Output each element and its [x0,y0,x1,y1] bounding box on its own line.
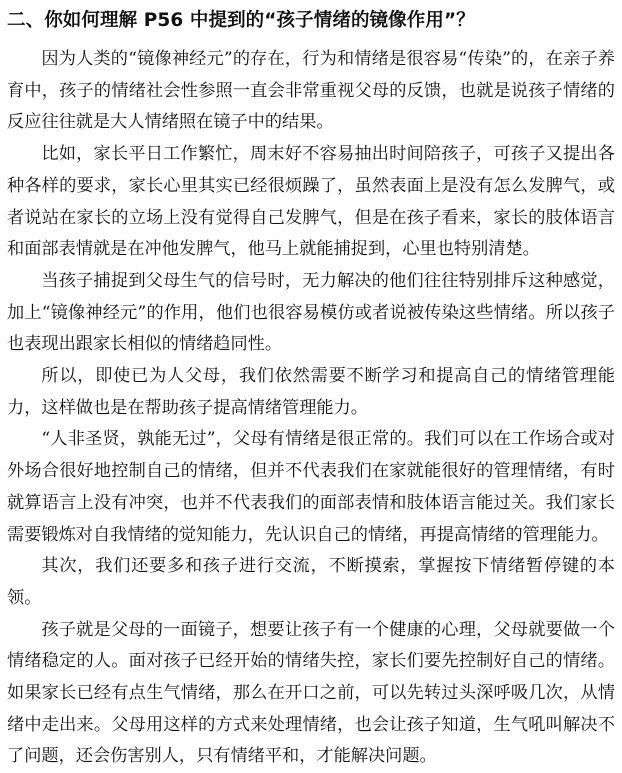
paragraph-child-imitation: 当孩子捕捉到父母生气的信号时，无力解决的他们往往特别排斥这种感觉，加上“镜像神经元”的作用，他们也很容易模仿或者说被传染这些情绪。所以孩子也表现出跟家长相似的情绪趋同性。 [7,270,615,355]
section-heading: 二、你如何理解 P56 中提到的“孩子情绪的镜像作用”？ [7,10,475,31]
document-body [7,44,615,773]
paragraph-parent-as-mirror: 孩子就是父母的一面镜子，想要让孩子有一个健康的心理，父母就要做一个情绪稳定的人。面对孩子已经开始的情绪失控，家长们要先控制好自己的情绪。如果家长已经有点生气情绪，那么在开口之前，可以先转过头深呼吸几次，从情绪中走出来。父母用这样的方式来处理情绪，也会让孩子知道，生气吼叫解决不了问题，还会伤害别人，只有情绪平和，才能解决问题。 [7,619,615,767]
paragraph-mirror-neurons: 因为人类的“镜像神经元”的存在，行为和情绪是很容易“传染”的，在亲子养育中，孩子的情绪社会性参照一直会非常重视父母的反馈，也就是说孩子情绪的反应往往就是大人情绪照在镜子中的结果。 [7,49,615,133]
paragraph-example-busy-parent: 比如，家长平日工作繁忙，周末好不容易抽出时间陪孩子，可孩子又提出各种各样的要求，家长心里其实已经很烦躁了，虽然表面上是没有怎么发脾气，或者说站在家长的立场上没有觉得自己发脾气，但是在孩子看来，家长的肢体语言和面部表情就是在冲他发脾气，他马上就能捕捉到，心里也特别清楚。 [7,144,615,260]
paragraph-parents-keep-learning: 所以，即使已为人父母，我们依然需要不断学习和提高自己的情绪管理能力，这样做也是在帮助孩子提高情绪管理能力。 [7,366,615,418]
paragraph-emotion-awareness: “人非圣贤，孰能无过”，父母有情绪是很正常的。我们可以在工作场合或对外场合很好地控制自己的情绪，但并不代表我们在家就能很好的管理情绪，有时就算语言上没有冲突，也并不代表我们的面部表情和肢体语言能过关。我们家长需要锻炼对自我情绪的觉知能力，先认识自己的情绪，再提高情绪的管理能力。 [7,429,615,545]
paragraph-pause-button: 其次，我们还要多和孩子进行交流，不断摸索，掌握按下情绪暂停键的本领。 [7,556,615,608]
